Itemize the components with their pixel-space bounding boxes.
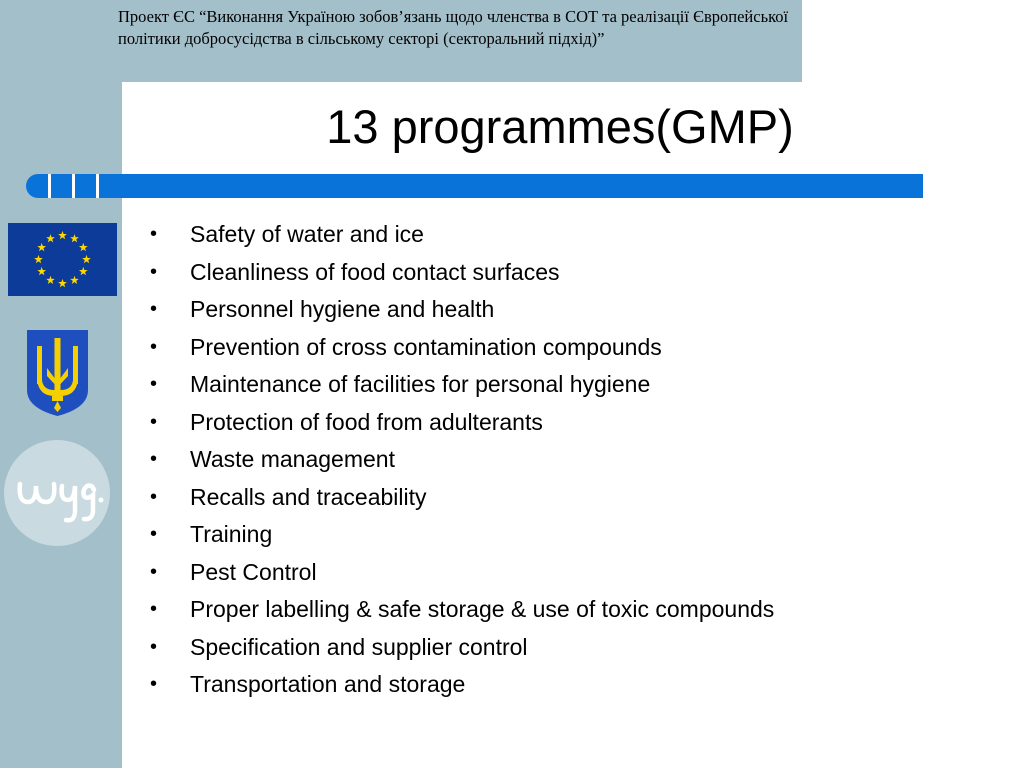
bullet-icon: • (150, 223, 158, 246)
list-item (150, 291, 774, 329)
list-item (150, 666, 774, 704)
list-item (150, 216, 774, 254)
list-item (150, 479, 774, 517)
list-item (150, 404, 774, 442)
divider-gap (48, 174, 51, 198)
list-item (150, 516, 774, 554)
slide-title: 13 programmes(GMP) (326, 100, 794, 153)
title-divider-bar (26, 174, 923, 198)
eu-stars-svg (8, 223, 117, 296)
wg-logo-icon (4, 440, 110, 546)
list-item-text: Transportation and storage (190, 671, 466, 698)
list-item (150, 441, 774, 479)
list-item-text: Recalls and traceability (190, 483, 427, 510)
list-item (150, 329, 774, 367)
list-item-text: Specification and supplier control (190, 633, 528, 660)
divider-gap (72, 174, 75, 198)
list-item (150, 629, 774, 667)
ukraine-trident-icon (25, 328, 90, 418)
bullet-icon: • (150, 410, 158, 433)
bullet-icon: • (150, 335, 158, 358)
list-item (150, 254, 774, 292)
bullet-icon: • (150, 523, 158, 546)
eu-flag-icon (8, 223, 117, 296)
list-item-text: Maintenance of facilities for personal hygiene (190, 371, 651, 398)
list-item-text: Cleanliness of food contact surfaces (190, 258, 560, 285)
bullet-icon: • (150, 298, 158, 321)
list-item-text: Personnel hygiene and health (190, 296, 495, 323)
list-item-text: Training (190, 521, 273, 548)
divider-gap (96, 174, 99, 198)
list-item (150, 366, 774, 404)
bullet-icon: • (150, 260, 158, 283)
list-item (150, 554, 774, 592)
bullet-icon: • (150, 635, 158, 658)
list-item-text: Pest Control (190, 558, 317, 585)
list-item (150, 591, 774, 629)
list-item-text: Waste management (190, 446, 395, 473)
list-item-text: Proper labelling & safe storage & use of toxic compounds (190, 596, 775, 623)
bullet-icon: • (150, 448, 158, 471)
bullet-icon: • (150, 673, 158, 696)
list-item-text: Prevention of cross contamination compounds (190, 333, 662, 360)
project-header-text: Проект ЄС “Виконання Україною зобов’язань щодо членства в СОТ та реалізації Європейської політики добросусідства в сільському секторі (секторальний підхід)” (118, 7, 789, 48)
list-item-text: Safety of water and ice (190, 221, 424, 248)
bullet-icon: • (150, 598, 158, 621)
gmp-programme-list (150, 216, 774, 704)
list-item-text: Protection of food from adulterants (190, 408, 543, 435)
bullet-icon: • (150, 560, 158, 583)
bullet-icon: • (150, 373, 158, 396)
bullet-icon: • (150, 485, 158, 508)
